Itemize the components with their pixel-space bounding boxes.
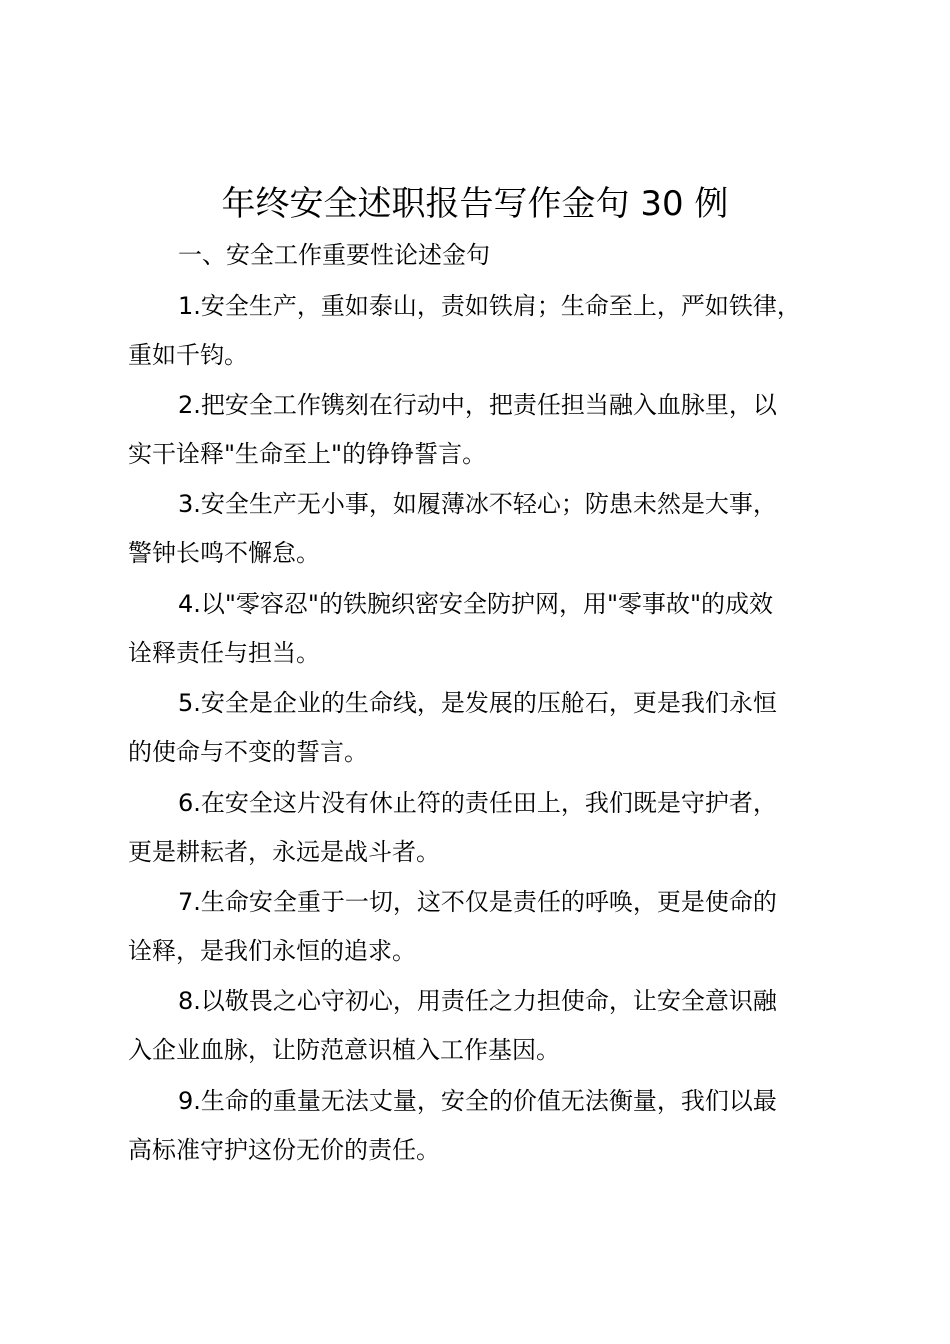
- section-heading: 一、安全工作重要性论述金句: [178, 241, 490, 269]
- quote-line: 高标准守护这份无价的责任。: [128, 1136, 440, 1164]
- quote-line: 实干诠释"生命至上"的铮铮誓言。: [128, 440, 487, 468]
- quote-item-3: [128, 480, 858, 578]
- quote-line: 3.安全生产无小事，如履薄冰不轻心；防患未然是大事，: [178, 490, 777, 518]
- quote-line: 9.生命的重量无法丈量，安全的价值无法衡量，我们以最: [178, 1087, 777, 1115]
- quote-item-2: [128, 381, 858, 479]
- quote-item-7: [128, 878, 858, 976]
- quote-line: 诠释，是我们永恒的追求。: [128, 937, 416, 965]
- quote-item-4: [128, 580, 858, 678]
- quote-line: 2.把安全工作镌刻在行动中，把责任担当融入血脉里，以: [178, 391, 777, 419]
- quote-line: 5.安全是企业的生命线，是发展的压舱石，更是我们永恒: [178, 689, 777, 717]
- quote-line: 的使命与不变的誓言。: [128, 738, 368, 766]
- quote-item-6: [128, 779, 858, 877]
- quote-line: 1.安全生产，重如泰山，责如铁肩；生命至上，严如铁律，: [178, 292, 801, 320]
- quote-line: 重如千钧。: [128, 341, 248, 369]
- quote-item-9: [128, 1077, 858, 1175]
- quote-line: 6.在安全这片没有休止符的责任田上，我们既是守护者，: [178, 789, 777, 817]
- quote-item-8: [128, 977, 858, 1075]
- quote-item-1: [128, 282, 858, 380]
- quote-line: 更是耕耘者，永远是战斗者。: [128, 838, 440, 866]
- document-title: 年终安全述职报告写作金句 30 例: [221, 184, 729, 224]
- quote-line: 入企业血脉，让防范意识植入工作基因。: [128, 1036, 560, 1064]
- quote-line: 警钟长鸣不懈怠。: [128, 539, 320, 567]
- quote-line: 4.以"零容忍"的铁腕织密安全防护网，用"零事故"的成效: [178, 590, 774, 618]
- quote-line: 8.以敬畏之心守初心，用责任之力担使命，让安全意识融: [178, 987, 777, 1015]
- quote-line: 诠释责任与担当。: [128, 639, 320, 667]
- quote-line: 7.生命安全重于一切，这不仅是责任的呼唤，更是使命的: [178, 888, 777, 916]
- quote-item-5: [128, 679, 858, 777]
